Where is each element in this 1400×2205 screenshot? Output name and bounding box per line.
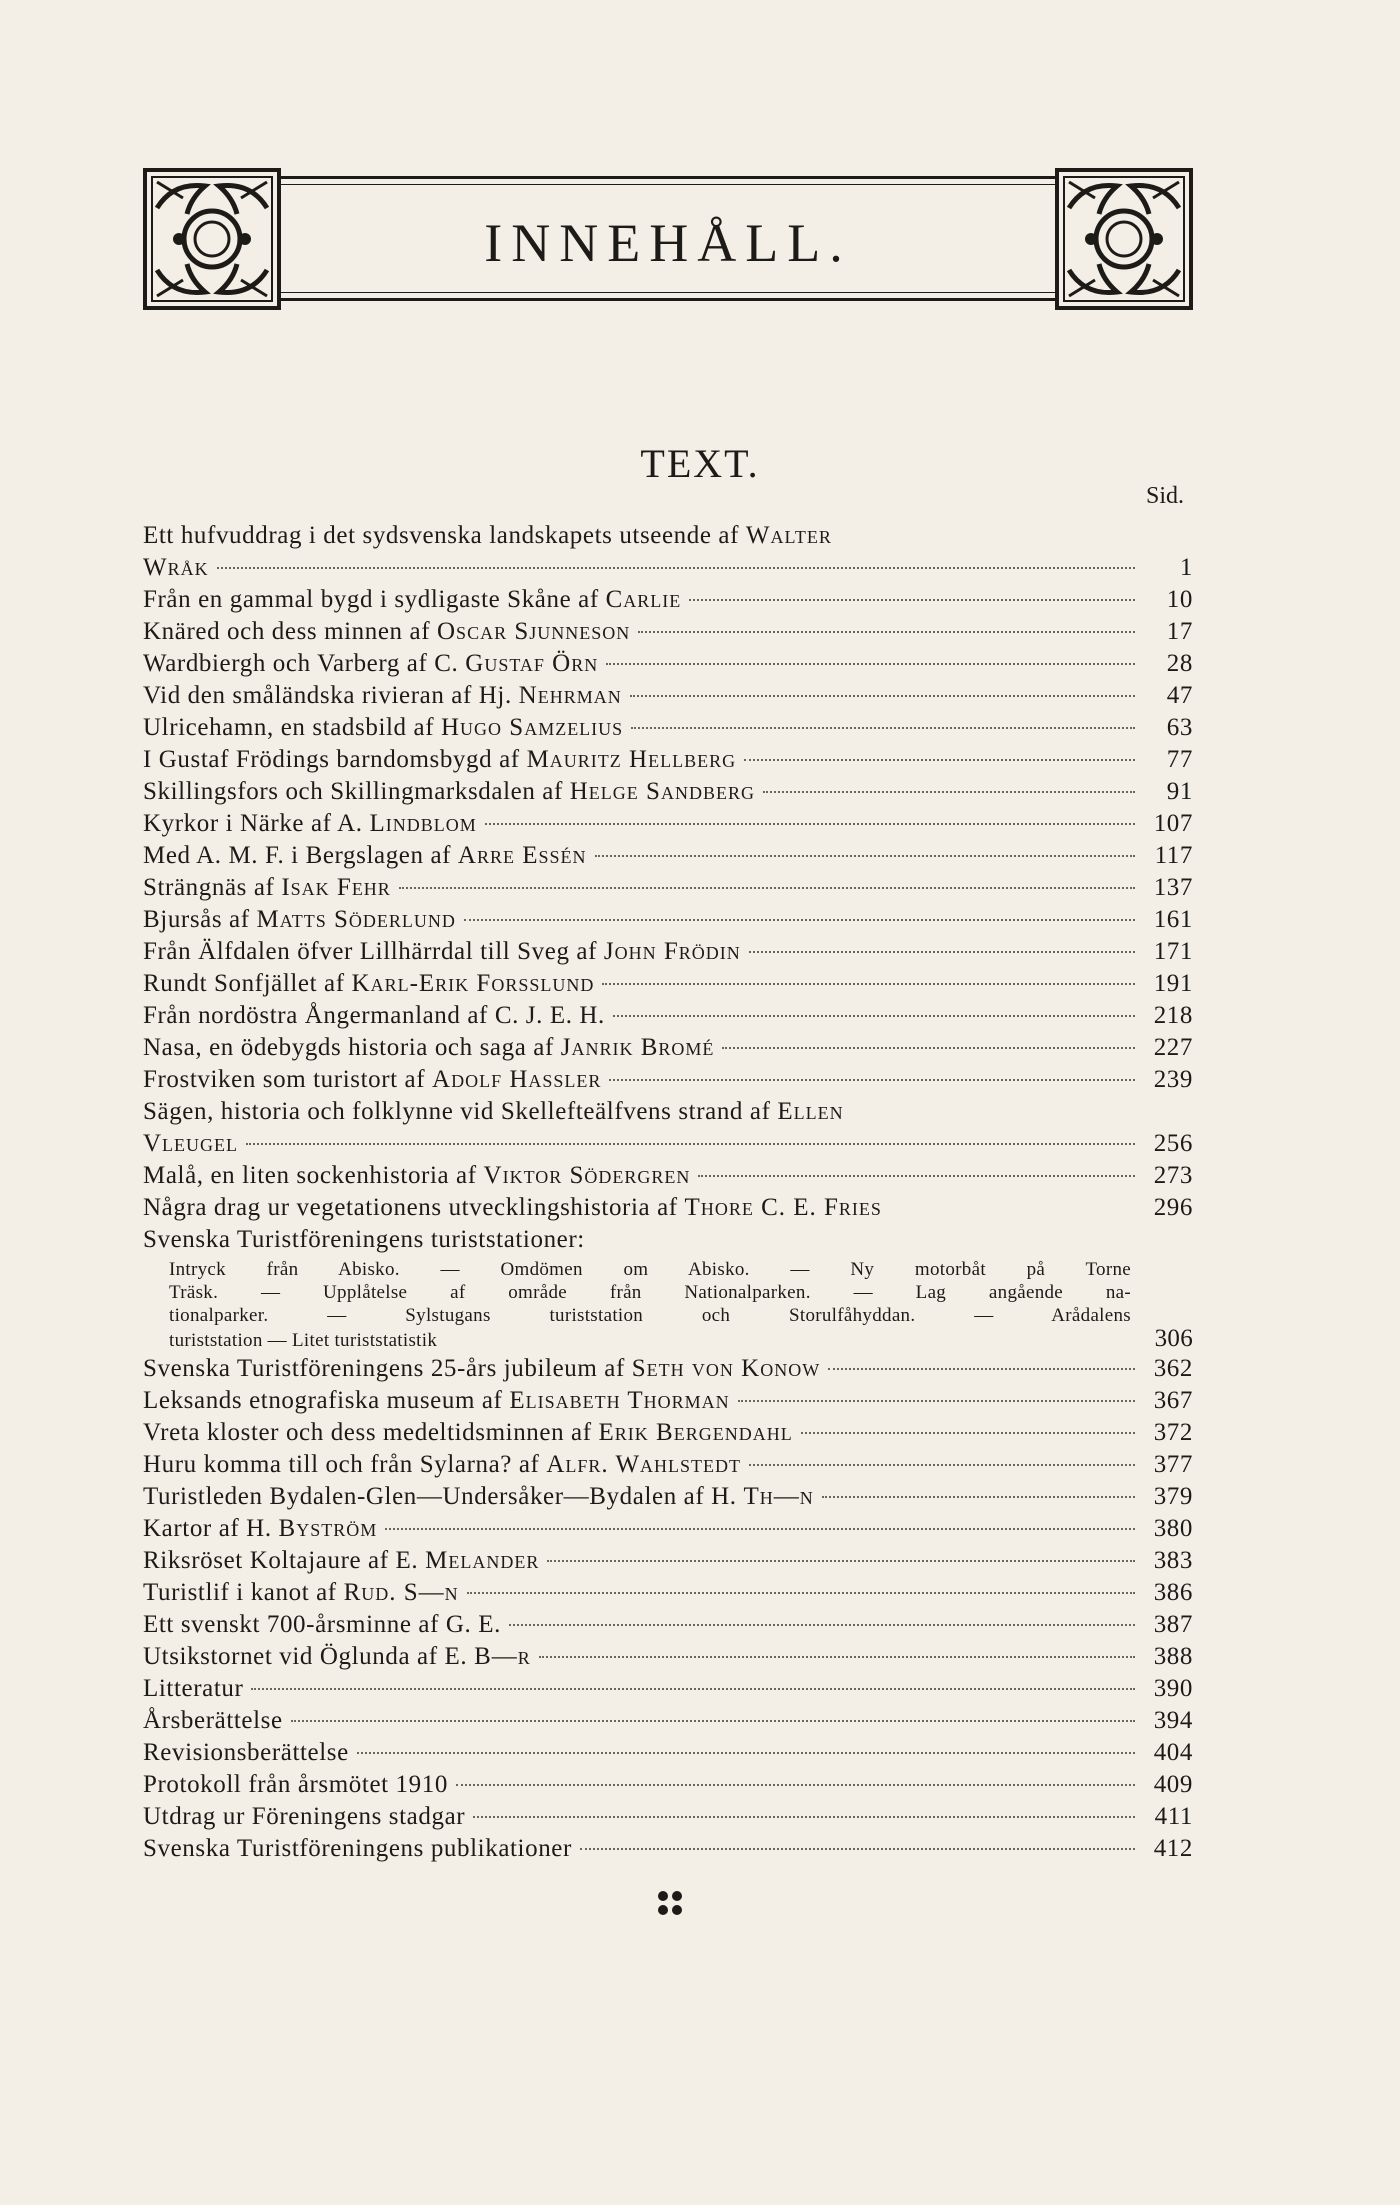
page-number: 386	[1153, 1579, 1193, 1606]
page-number: 388	[1153, 1643, 1193, 1670]
page-number: 404	[1153, 1739, 1193, 1766]
toc-entry: Årsberättelse 394	[143, 1705, 1193, 1737]
page-number: 91	[1166, 778, 1193, 805]
header-banner	[143, 168, 1193, 310]
toc-entry: Wardbiergh och Varberg af C. Gustaf Örn 28	[143, 648, 1193, 680]
page-number: 239	[1153, 1066, 1193, 1093]
page-number: 17	[1166, 618, 1193, 645]
page-number: 117	[1154, 842, 1193, 869]
toc-entry: Strängnäs af Isak Fehr 137	[143, 872, 1193, 904]
page-number: 28	[1166, 650, 1193, 677]
toc-entry: Huru komma till och från Sylarna? af Alfr. Wahlstedt 377	[143, 1449, 1193, 1481]
toc-entry: Med A. M. F. i Bergslagen af Arre Essén 117	[143, 840, 1193, 872]
page-number: 394	[1153, 1707, 1193, 1734]
toc-entry: Bjursås af Matts Söderlund 161	[143, 904, 1193, 936]
page-number: 379	[1153, 1483, 1193, 1510]
page-number: 306	[1154, 1325, 1193, 1352]
toc-entry-continuation: Wråk 1	[143, 552, 1193, 584]
toc-entry: Litteratur 390	[143, 1673, 1193, 1705]
toc-entry: Skillingsfors och Skillingmarksdalen af Helge Sandberg 91	[143, 776, 1193, 808]
page-number: 296	[1153, 1194, 1193, 1221]
page-number: 411	[1154, 1803, 1193, 1830]
toc-entry: Protokoll från årsmötet 1910 409	[143, 1769, 1193, 1801]
toc-entry: Kartor af H. Byström 380	[143, 1513, 1193, 1545]
fleuron-icon	[655, 1888, 685, 1918]
toc-subentries: Intryck från Abisko. — Omdömen om Abisko. — Ny motorbåt på Torne Träsk. — Upplåtelse af område från Nationalparken. — Lag angående na- tionalparker. — Sylstugans turiststation och Storulfåhyddan. — Arådalens	[169, 1259, 1131, 1326]
page-number: 362	[1153, 1355, 1193, 1382]
toc-entry: Utsikstornet vid Öglunda af E. B—r 388	[143, 1641, 1193, 1673]
page-number: 137	[1153, 874, 1193, 901]
toc-entry: Nasa, en ödebygds historia och saga af Janrik Bromé 227	[143, 1032, 1193, 1064]
page-number: 273	[1153, 1162, 1193, 1189]
toc-entry: Svenska Turistföreningens 25-års jubileum af Seth von Konow 362	[143, 1353, 1193, 1385]
toc-entry: Malå, en liten sockenhistoria af Viktor Södergren 273	[143, 1160, 1193, 1192]
toc-entry-continuation: Vleugel 256	[143, 1128, 1193, 1160]
page-number: 367	[1153, 1387, 1193, 1414]
page-column-label: Sid.	[1146, 483, 1185, 509]
page-number: 412	[1153, 1835, 1193, 1862]
page-number: 387	[1153, 1611, 1193, 1638]
banner-rules	[281, 168, 1055, 310]
page-number: 256	[1153, 1130, 1193, 1157]
page-number: 10	[1166, 586, 1193, 613]
toc-entry: Ett hufvuddrag i det sydsvenska landskapets utseende af Walter	[143, 522, 832, 549]
toc-entry: Från Älfdalen öfver Lillhärrdal till Sveg af John Frödin 171	[143, 936, 1193, 968]
toc-entry: Turistleden Bydalen-Glen—Undersåker—Bydalen af H. Th—n 379	[143, 1481, 1193, 1513]
page-number: 377	[1153, 1451, 1193, 1478]
toc-entry: Sägen, historia och folklynne vid Skellefteälfvens strand af Ellen	[143, 1098, 844, 1125]
toc-entry: Riksröset Koltajaure af E. Melander 383	[143, 1545, 1193, 1577]
toc-entry: Kyrkor i Närke af A. Lindblom 107	[143, 808, 1193, 840]
page-title: INNEHÅLL.	[484, 213, 852, 273]
toc-entry: Vid den småländska rivieran af Hj. Nehrman 47	[143, 680, 1193, 712]
page-number: 63	[1166, 714, 1193, 741]
page-number: 218	[1153, 1002, 1193, 1029]
toc-entry: Från en gammal bygd i sydligaste Skåne af Carlie 10	[143, 584, 1193, 616]
page-number: 161	[1153, 906, 1193, 933]
table-of-contents: Ett hufvuddrag i det sydsvenska landskapets utseende af Walter Wråk 1 Från en gammal bygd i sydligaste Skåne af Carlie 10 Knäred och dess minnen af Oscar Sjunneson 17 Wardbiergh och Varberg af C. Gustaf Örn 28 Vid den småländska rivieran af Hj. Nehrman 47 Ulricehamn, en stadsbild af Hugo Samzelius 63 I Gustaf Frödings barndomsbygd af Mauritz Hellberg 77 Skillingsfors och Skillingmarksdalen af Helge Sandberg 91 Kyrkor i Närke af A. Lindblom 107 Med A. M. F. i Bergslagen af Arre Essén 117 Strängnäs af Isak Fehr 137 Bjursås af Matts Söderlund 161 Från Älfdalen öfver Lillhärrdal till Sveg af John Frödin 171 Rundt Sonfjället af Karl-Erik Forsslund 191 Från nordöstra Ångermanland af C. J. E. H. 218 Nasa, en ödebygds historia och saga af Janrik Bromé 227 Frostviken som turistort af Adolf Hassler 239 Sägen, historia och folklynne vid Skellefteälfvens strand af Ellen Vleugel 256 Malå, en liten sockenhistoria af Viktor Södergren 273 Några drag ur vegetationens utvecklingshistoria af Thore C. E. Fries 296 Svenska Turistföreningens turiststationer: Intryck från Abisko. — Omdömen om Abisko. — Ny motorbåt på Torne Träsk. — Upplåtelse af område från Nationalparken. — Lag angående na- tionalparker. — Sylstugans turiststation och Storulfåhyddan. — Arådalens turiststation — Litet turiststatistik 306 Svenska Turistföreningens 25-års jubileum af Seth von Konow 362 Leksands etnografiska museum af Elisabeth Thorman 367 Vreta kloster och dess medeltidsminnen af Erik Bergendahl 372 Huru komma till och från Sylarna? af Alfr. Wahlstedt 377 Turistleden Bydalen-Glen—Undersåker—Bydalen af H. Th—n 379 Kartor af H. Byström 380 Riksröset Koltajaure af E. Melander 383 Turistlif i kanot af Rud. S—n 386 Ett svenskt 700-årsminne af G. E. 387 Utsikstornet vid Öglunda af E. B—r 388 Litteratur 390 Årsberättelse 394 Revisionsberättelse 404 Protokoll från årsmötet 1910 409 Utdrag ur Föreningens stadgar 411 Svenska Turistföreningens publikationer 412	[143, 520, 1193, 1865]
toc-entry: Svenska Turistföreningens turiststationer:	[143, 1226, 585, 1253]
toc-entry: Knäred och dess minnen af Oscar Sjunneson 17	[143, 616, 1193, 648]
page-number: 380	[1153, 1515, 1193, 1542]
section-title: TEXT.	[640, 441, 760, 486]
page-number: 372	[1153, 1419, 1193, 1446]
page-number: 409	[1153, 1771, 1193, 1798]
page-number: 77	[1166, 746, 1193, 773]
page-number: 107	[1153, 810, 1193, 837]
toc-entry: Rundt Sonfjället af Karl-Erik Forsslund 191	[143, 968, 1193, 1000]
page-number: 191	[1153, 970, 1193, 997]
toc-entry: Revisionsberättelse 404	[143, 1737, 1193, 1769]
page-number: 390	[1153, 1675, 1193, 1702]
toc-entry: Leksands etnografiska museum af Elisabeth Thorman 367	[143, 1385, 1193, 1417]
page-number: 383	[1153, 1547, 1193, 1574]
page-number: 227	[1153, 1034, 1193, 1061]
toc-entry: Frostviken som turistort af Adolf Hassler 239	[143, 1064, 1193, 1096]
page-number: 47	[1166, 682, 1193, 709]
toc-entry: Ulricehamn, en stadsbild af Hugo Samzelius 63	[143, 712, 1193, 744]
toc-entry: Några drag ur vegetationens utvecklingshistoria af Thore C. E. Fries 296	[143, 1192, 1193, 1224]
page-number: 171	[1153, 938, 1193, 965]
celtic-knot-ornament-icon	[1055, 168, 1193, 310]
celtic-knot-ornament-icon	[143, 168, 281, 310]
toc-entry: Vreta kloster och dess medeltidsminnen af Erik Bergendahl 372	[143, 1417, 1193, 1449]
toc-entry: Ett svenskt 700-årsminne af G. E. 387	[143, 1609, 1193, 1641]
toc-entry: Svenska Turistföreningens publikationer 412	[143, 1833, 1193, 1865]
toc-entry: Turistlif i kanot af Rud. S—n 386	[143, 1577, 1193, 1609]
toc-entry: Utdrag ur Föreningens stadgar 411	[143, 1801, 1193, 1833]
page-number: 1	[1179, 554, 1193, 581]
toc-entry: Från nordöstra Ångermanland af C. J. E. H. 218	[143, 1000, 1193, 1032]
toc-entry: I Gustaf Frödings barndomsbygd af Mauritz Hellberg 77	[143, 744, 1193, 776]
